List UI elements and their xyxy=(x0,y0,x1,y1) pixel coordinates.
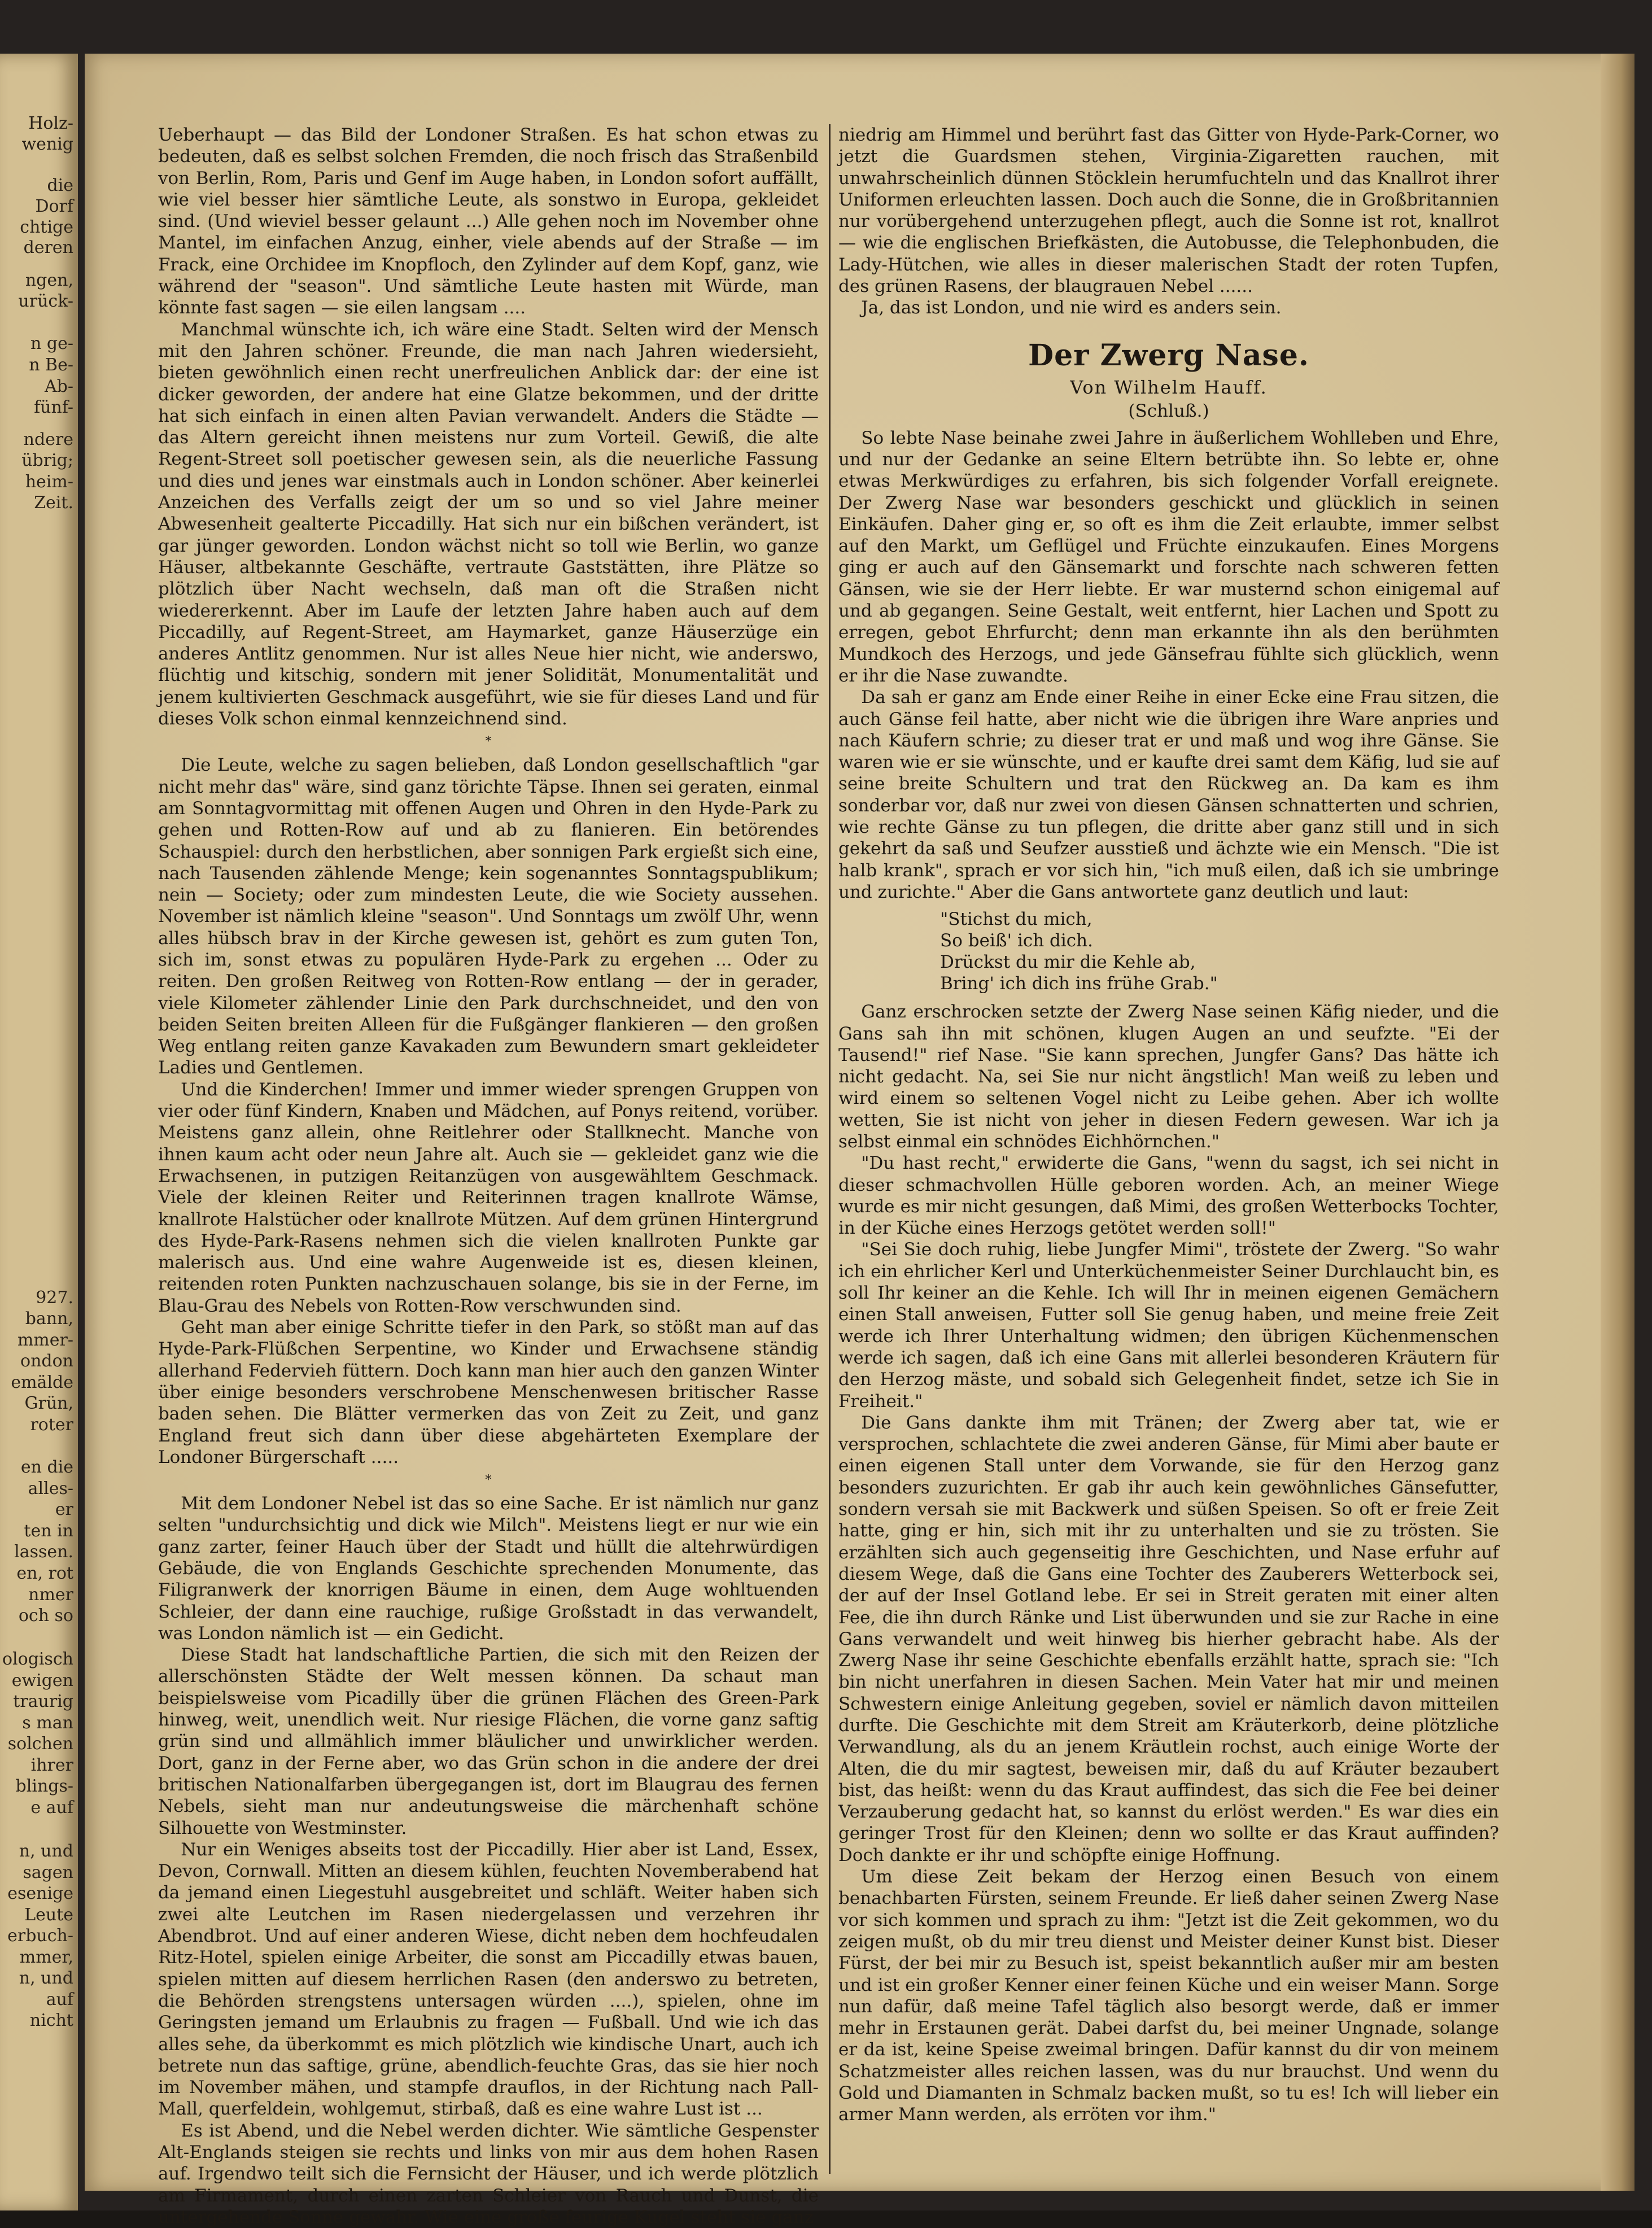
margin-fragment: blings- xyxy=(15,1776,73,1796)
margin-fragment: en die xyxy=(20,1457,73,1477)
newspaper-page xyxy=(85,54,1634,2227)
margin-fragment: e auf xyxy=(30,1798,73,1818)
margin-fragment: übrig; xyxy=(21,451,73,470)
section-separator: * xyxy=(485,1473,492,1488)
margin-fragment: roter xyxy=(30,1415,73,1435)
margin-fragment: fünf- xyxy=(34,397,73,417)
margin-fragment: Dorf xyxy=(35,196,73,216)
margin-fragment: heim- xyxy=(25,472,73,492)
margin-fragment: auf xyxy=(46,1990,73,2009)
margin-fragment: Ab- xyxy=(44,377,73,396)
margin-fragment: lassen. xyxy=(14,1542,73,1562)
margin-fragment: n ge- xyxy=(30,334,73,353)
margin-fragment: nicht xyxy=(29,2011,73,2030)
paragraph: Die Leute, welche zu sagen belieben, daß London gesellschaftlich "gar nicht mehr das" wäre, sind ganz törichte Täpse. Ihnen sei geraten, einmal am Sonntagvormittag mit offenen Augen und Ohren in den Hyde-Park zu gehen und Rotten-Row auf und ab zu flanieren. Ein betörendes Schauspiel: durch den herbstlichen, aber sonnigen Park ergießt sich eine, nach Tausenden zählende Menge; kein sogenanntes Sonntagspublikum; nein — Society; oder zum mindesten Leute, die wie Society aussehen. November ist nämlich kleine "season". Und Sonntags um zwölf Uhr, wenn alles hübsch brav in der Kirche gewesen ist, gehört es zum guten Ton, sich im, sonst etwas zu populären Hyde-Park zu ergehen ... Oder zu reiten. Den großen Reitweg von Rotten-Row entlang — der in gerader, viele Kilometer zählender Linie den Park durchschneidet, und den von beiden Seiten breiten Alleen für die Fußgänger flankieren — den großen Weg entlang reiten ganze Kavakaden zum Bewundern smart gekleideter Ladies und Gentlemen. xyxy=(158,755,819,1078)
paragraph: Es ist Abend, und die Nebel werden dichter. Wie sämtliche Gespenster Alt-Englands steigen sie rechts und links von mir aus dem hohen Rasen auf. Irgendwo teilt sich die Fernsicht der Häuser, und ich werde plötzlich am Firmament, durch einen zarten Schleier von Rauch und Dunst, die untergehende Sonne gewahr. Wie eine große feurige Kugel steht sie ganz xyxy=(158,2120,819,2227)
margin-fragment: wenig xyxy=(21,134,73,154)
story-title: Der Zwerg Nase. xyxy=(1028,338,1310,373)
margin-fragment: ihrer xyxy=(30,1755,73,1775)
paragraph: niedrig am Himmel und berührt fast das Gitter von Hyde-Park-Corner, wo jetzt die Guardsmen stehen, Virginia-Zigaretten rauchen, mit unwahrscheinlich dünnen Stöcklein herumfuchteln und das Knallrot ihrer Uniformen erleuchten lassen. Doch auch die Sonne, die in Großbritannien nur vorübergehend unterzugehen pflegt, auch die Sonne ist rot, knallrot — wie die englischen Briefkästen, die Autobusse, die Telephonbuden, die Lady-Hütchen, wie alles in dieser malerischen Stadt der roten Tupfen, des grünen Rasens, der blaugrauen Nebel ...... xyxy=(838,125,1499,297)
margin-fragment: Leute xyxy=(24,1905,73,1925)
verse-line: Bring' ich dich ins frühe Grab." xyxy=(940,973,1218,994)
margin-fragment: och so xyxy=(18,1606,73,1626)
paragraph: Manchmal wünschte ich, ich wäre eine Stadt. Selten wird der Mensch mit den Jahren schöner. Freunde, die man nach Jahren wiedersieht, bieten gewöhnlich einen recht unerfreulichen Anblick dar: der eine ist dicker geworden, der andere hat eine Glatze bekommen, und der dritte hat sich einfach in einen alten Pavian verwandelt. Anders die Städte — das Altern gereicht ihnen meistens nur zum Vorteil. Gewiß, die alte Regent-Street soll poetischer gewesen sein, als die neuerliche Fassung und dies und jenes war einstmals auch in London schöner. Aber keinerlei Anzeichen des Verfalls zeigt der um so und so viel Jahre meiner Abwesenheit gealterte Piccadilly. Hat sich nur ein bißchen verändert, ist gar jünger geworden. London wächst nicht so toll wie Berlin, wo ganze Häuser, altbekannte Geschäfte, vertraute Gaststätten, ihre Plätze so plötzlich über Nacht wechseln, daß man oft die Straßen nicht wiedererkennt. Aber im Laufe der letzten Jahre haben auch auf dem Piccadilly, auf Regent-Street, am Haymarket, ganze Häuserzüge ein anderes Antlitz genommen. Nur ist alles Neue hier nicht, wie anderswo, flüchtig und kitschig, sondern mit jener Solidität, Monumentalität und jenem kultivierten Geschmack ausgeführt, wie sie für dieses Land und für dieses Volk schon einmal kennzeichnend sind. xyxy=(158,319,819,729)
margin-fragment: nmer xyxy=(28,1585,73,1605)
story-subtitle: (Schluß.) xyxy=(1128,400,1209,421)
margin-fragment: emälde xyxy=(11,1373,73,1392)
paragraph: "Sei Sie doch ruhig, liebe Jungfer Mimi", tröstete der Zwerg. "So wahr ich ein ehrlicher Kerl und Unterküchenmeister Seiner Durchlaucht bin, es soll Ihr keiner an die Kehle. Ich will Ihr in meinen eigenen Gemächern einen Stall anweisen, Futter soll Sie genug haben, und meine freie Zeit werde ich Ihrer Unterhaltung widmen; den übrigen Küchenmenschen werde ich sagen, daß ich eine Gans mit allerlei besonderen Kräutern für den Herzog mäste, und sobald sich Gelegenheit findet, setze ich Sie in Freiheit." xyxy=(838,1239,1499,1412)
paragraph: Da sah er ganz am Ende einer Reihe in einer Ecke eine Frau sitzen, die auch Gänse feil hatte, aber nicht wie die übrigen ihre Ware anpries und nach Käufern schrie; zu dieser trat er und maß und wog ihre Gänse. Sie waren wie er sie wünschte, und er kaufte drei samt dem Käfig, lud sie auf seine breite Schultern und trat den Rückweg an. Da kam es ihm sonderbar vor, daß nur zwei von diesen Gänsen schnatterten und schrien, wie rechte Gänse zu tun pflegen, die dritte aber ganz still und in sich gekehrt da saß und Seufzer ausstieß und ächzte wie ein Mensch. "Die ist halb krank", sprach er vor sich hin, "ich muß eilen, daß ich sie umbringe und zurichte." Aber die Gans antwortete ganz deutlich und laut: xyxy=(838,687,1499,902)
margin-fragment: ngen, xyxy=(25,270,73,290)
margin-fragment: urück- xyxy=(18,291,73,311)
paragraph: Diese Stadt hat landschaftliche Partien, die sich mit den Reizen der allerschönsten Städte der Welt messen können. Da schaut man beispielsweise vom Picadilly über die grünen Flächen des Green-Park hinweg, weit, unendlich weit. Nur riesige Flächen, die vorne ganz saftig grün sind und allmählich immer bläulicher und unwirklicher werden. Dort, ganz in der Ferne aber, wo das Grün schon in die andere der drei britischen Nationalfarben übergegangen ist, dort im Blaugrau des fernen Nebels, sieht man nur andeutungsweise die märchenhaft schöne Silhouette von Westminster. xyxy=(158,1645,819,1838)
margin-fragment: traurig xyxy=(13,1692,73,1711)
margin-fragment: en, rot xyxy=(16,1563,73,1583)
margin-fragment: n Be- xyxy=(29,355,73,375)
verse-line: So beiß' ich dich. xyxy=(940,930,1093,951)
margin-fragment: Grün, xyxy=(24,1393,73,1413)
story-byline: Von Wilhelm Hauff. xyxy=(1070,376,1268,398)
margin-fragment: solchen xyxy=(7,1734,73,1754)
verse xyxy=(940,908,1499,994)
margin-fragment: Holz- xyxy=(28,113,73,133)
paragraph: Ueberhaupt — das Bild der Londoner Straßen. Es hat schon etwas zu bedeuten, daß es selbst solchen Fremden, die noch frisch das Straßenbild von Berlin, Rom, Paris und Genf im Auge haben, in London sofort auffällt, wie viel besser hier sämtliche Leute, als sonstwo in Europa, gekleidet sind. (Und wieviel besser gelaunt ...) Alle gehen noch im November ohne Mantel, im einfachen Anzug, einher, viele abends auf der Straße — im Frack, eine Orchidee im Knopfloch, den Zylinder auf dem Kopf, ganz, wie während der "season". Und sämtliche Leute hasten mit Würde, man könnte fast sagen — sie eilen langsam .... xyxy=(158,125,819,318)
margin-fragment: alles- xyxy=(28,1479,73,1499)
margin-fragment: ologisch xyxy=(2,1649,73,1669)
margin-fragment: mmer- xyxy=(17,1330,73,1350)
margin-fragment: sagen xyxy=(23,1863,73,1882)
margin-fragment: er xyxy=(55,1500,73,1519)
margin-fragment: deren xyxy=(23,238,73,257)
verse-line: Drückst du mir die Kehle ab, xyxy=(940,952,1196,973)
left-page-edge xyxy=(0,54,78,2210)
margin-fragment: n, und xyxy=(19,1841,73,1861)
margin-fragment: Zeit. xyxy=(34,493,73,513)
margin-fragment: mmer, xyxy=(19,1947,73,1967)
margin-fragment: esenige xyxy=(7,1884,73,1903)
paragraph: Ganz erschrocken setzte der Zwerg Nase seinen Käfig nieder, und die Gans sah ihn mit schönen, klugen Augen an und seufzte. "Ei der Tausend!" rief Nase. "Sie kann sprechen, Jungfer Gans? Das hätte ich nicht gedacht. Na, sei Sie nur nicht ängstlich! Man weiß zu leben und wird einem so seltenen Vogel nicht zu Leibe gehen. Aber ich wollte wetten, Sie ist nicht von jeher in diesen Federn gewesen. War ich ja selbst einmal ein schnödes Eichhörnchen." xyxy=(838,1002,1499,1152)
margin-fragment: ondon xyxy=(20,1351,73,1371)
margin-fragment: bann, xyxy=(25,1309,73,1329)
paragraph: Mit dem Londoner Nebel ist das so eine Sache. Er ist nämlich nur ganz selten "undurchsichtig und dick wie Milch". Meistens liegt er nur wie ein ganz zarter, feiner Hauch über der Stadt und hüllt die altehrwürdigen Gebäude, die von Englands Geschichte sprechenden Monumente, das Filigranwerk der knorrigen Bäume in einen, dem Auge wohltuenden Schleier, der dann eine rauchige, rußige Großstadt in das verwandelt, was London nämlich ist — ein Gedicht. xyxy=(158,1493,819,1644)
paragraph: Und die Kinderchen! Immer und immer wieder sprengen Gruppen von vier oder fünf Kindern, Knaben und Mädchen, auf Ponys reitend, vorüber. Meistens ganz allein, ohne Reitlehrer oder Stallknecht. Manche von ihnen kaum acht oder neun Jahre alt. Auch sie — gekleidet ganz wie die Erwachsenen, in putzigen Reitanzügen von ausgewähltem Geschmack. Viele der kleinen Reiter und Reiterinnen tragen knallrote Wämse, knallrote Halstücher oder knallrote Mützen. Auf dem grünen Hintergrund des Hyde-Park-Rasens nehmen sich die vielen knallroten Punkte gar malerisch aus. Und eine wahre Augenweide ist es, diesen kleinen, reitenden roten Punkten nachzuschauen solange, bis sie in der Ferne, im Blau-Grau des Nebels von Rotten-Row verschwunden sind. xyxy=(158,1079,819,1316)
margin-fragment: chtige xyxy=(20,217,73,237)
right-column xyxy=(838,124,1499,2179)
paragraph: Die Gans dankte ihm mit Tränen; der Zwerg aber tat, wie er versprochen, schlachtete die zwei anderen Gänse, für Mimi aber baute er einen eigenen Stall unter dem Vorwande, sie für den Herzog ganz besonders zuzurichten. Er gab ihr auch kein gewöhnliches Gänsefutter, sondern versah sie mit Backwerk und süßen Speisen. So oft er freie Zeit hatte, ging er hin, sich mit ihr zu unterhalten und sie zu trösten. Sie erzählten sich auch gegenseitig ihre Geschichten, und Nase erfuhr auf diesem Wege, daß die Gans eine Tochter des Zauberers Wetterbock sei, der auf der Insel Gotland lebe. Er sei in Streit geraten mit einer alten Fee, die ihn durch Ränke und List überwunden und sie zur Rache in eine Gans verwandelt und weit hinweg bis hierher gebracht habe. Als der Zwerg Nase ihr seine Geschichte ebenfalls erzählt hatte, sprach sie: "Ich bin nicht unerfahren in diesen Sachen. Mein Vater hat mir und meinen Schwestern einige Anleitung gegeben, soviel er nämlich davon mitteilen durfte. Die Geschichte mit dem Streit am Kräuterkorb, deine plötzliche Verwandlung, als du an jenem Kräutlein rochst, auch einige Worte der Alten, die du mir sagtest, beweisen mir, daß du auf Kräuter bezaubert bist, das heißt: wenn du das Kraut auffindest, das sich die Fee bei deiner Verzauberung gedacht hat, so kannst du erlöst werden." Es war dies ein geringer Trost für den Kleinen; denn wo sollte er das Kraut auffinden? Doch dankte er ihr und schöpfte einige Hoffnung. xyxy=(838,1412,1499,1866)
margin-fragment: erbuch- xyxy=(7,1926,73,1946)
margin-fragment: s man xyxy=(22,1713,73,1733)
margin-fragment: ndere xyxy=(23,430,73,449)
paragraph: Um diese Zeit bekam der Herzog einen Besuch von einem benachbarten Fürsten, seinem Freunde. Er ließ daher seinen Zwerg Nase vor sich kommen und sprach zu ihm: "Jetzt ist die Zeit gekommen, wo du zeigen mußt, ob du mir treu dienst und Meister deiner Kunst bist. Dieser Fürst, der bei mir zu Besuch ist, speist bekanntlich außer mir am besten und ist ein großer Kenner einer feinen Küche und ein weiser Mann. Sorge nun dafür, daß meine Tafel täglich also besorgt werde, daß er immer mehr in Erstaunen gerät. Dabei darfst du, bei meiner Ungnade, solange er da ist, keine Speise zweimal bringen. Dafür kannst du dir von meinem Schatzmeister alles reichen lassen, was du nur brauchst. Und wenn du Gold und Diamanten in Schmalz backen mußt, so tu es! Ich will lieber ein armer Mann werden, als erröten vor ihm." xyxy=(838,1867,1499,2125)
paragraph: Ja, das ist London, und nie wird es anders sein. xyxy=(861,298,1282,318)
column-divider xyxy=(829,124,831,2174)
paragraph: Geht man aber einige Schritte tiefer in den Park, so stößt man auf das Hyde-Park-Flüßchen Serpentine, wo Kinder und Erwachsene ständig allerhand Federvieh füttern. Doch kann man hier auch den ganzen Winter über einige besonders verschrobene Menschenwesen britischer Rasse baden sehen. Die Blätter vermerken das von Zeit zu Zeit, und ganz England freut sich dann über diese abgehärteten Exemplare der Londoner Bürgerschaft ..... xyxy=(158,1317,819,1467)
margin-fragment: ewigen xyxy=(11,1671,73,1690)
paragraph: So lebte Nase beinahe zwei Jahre in äußerlichem Wohlleben und Ehre, und nur der Gedanke an seine Eltern betrübte ihn. So lebte er, ohne etwas Merkwürdiges zu erfahren, bis sich folgender Vorfall ereignete. Der Zwerg Nase war besonders geschickt und glücklich in seinen Einkäufen. Daher ging er, so oft es ihm die Zeit erlaubte, immer selbst auf den Markt, um Geflügel und Früchte einzukaufen. Eines Morgens ging er auch auf den Gänsemarkt und forschte nach schweren fetten Gänsen, wie sie der Herr liebte. Er war musternd schon einigemal auf und ab gegangen. Seine Gestalt, weit entfernt, hier Lachen und Spott zu erregen, gebot Ehrfurcht; denn man erkannte ihn als den berühmten Mundkoch des Herzogs, und jede Gänsefrau fühlte sich glücklich, wenn er ihr die Nase zuwandte. xyxy=(838,427,1499,686)
margin-fragment: die xyxy=(47,176,73,195)
margin-fragment: ten in xyxy=(24,1521,73,1541)
page-rim xyxy=(1601,54,1634,2191)
paragraph: Nur ein Weniges abseits tost der Piccadilly. Hier aber ist Land, Essex, Devon, Cornwall. Mitten an diesem kühlen, feuchten Novemberabend hat da jemand einen Liegestuhl ausgebreitet und schläft. Weiter haben sich zwei alte Leutchen im Rasen niedergelassen und verzehren ihr Abendbrot. Und auf einer anderen Wiese, dicht neben dem hochfeudalen Ritz-Hotel, spielen einige Arbeiter, die sonst am Piccadilly etwas bauen, spielen mitten auf diesem herrlichen Rasen (den anderswo zu betreten, die Behörden strengstens untersagen würden ....), spielen, ohne im Geringsten jemand um Erlaubnis zu fragen — Fußball. Und wie ich das alles sehe, da überkommt es mich plötzlich wie kindische Unart, auch ich betrete nun das saftige, grüne, abendlich-feuchte Gras, das sie hier noch im November mähen, und stampfe drauflos, in der Richtung nach Pall-Mall, querfeldein, wohlgemut, stirbaß, daß es eine wahre Lust ist ... xyxy=(158,1839,819,2120)
section-separator: * xyxy=(485,735,492,749)
left-column xyxy=(158,124,819,2227)
paragraph: "Du hast recht," erwiderte die Gans, "wenn du sagst, ich sei nicht in dieser schmachvollen Hülle geboren worden. Ach, an meiner Wiege wurde es mir nicht gesungen, daß Mimi, des großen Wetterbocks Tochter, in der Küche eines Herzogs getötet werden soll!" xyxy=(838,1153,1499,1239)
margin-fragment: 927. xyxy=(36,1288,73,1308)
verse-line: "Stichst du mich, xyxy=(940,909,1092,930)
margin-fragment: n, und xyxy=(19,1968,73,1988)
